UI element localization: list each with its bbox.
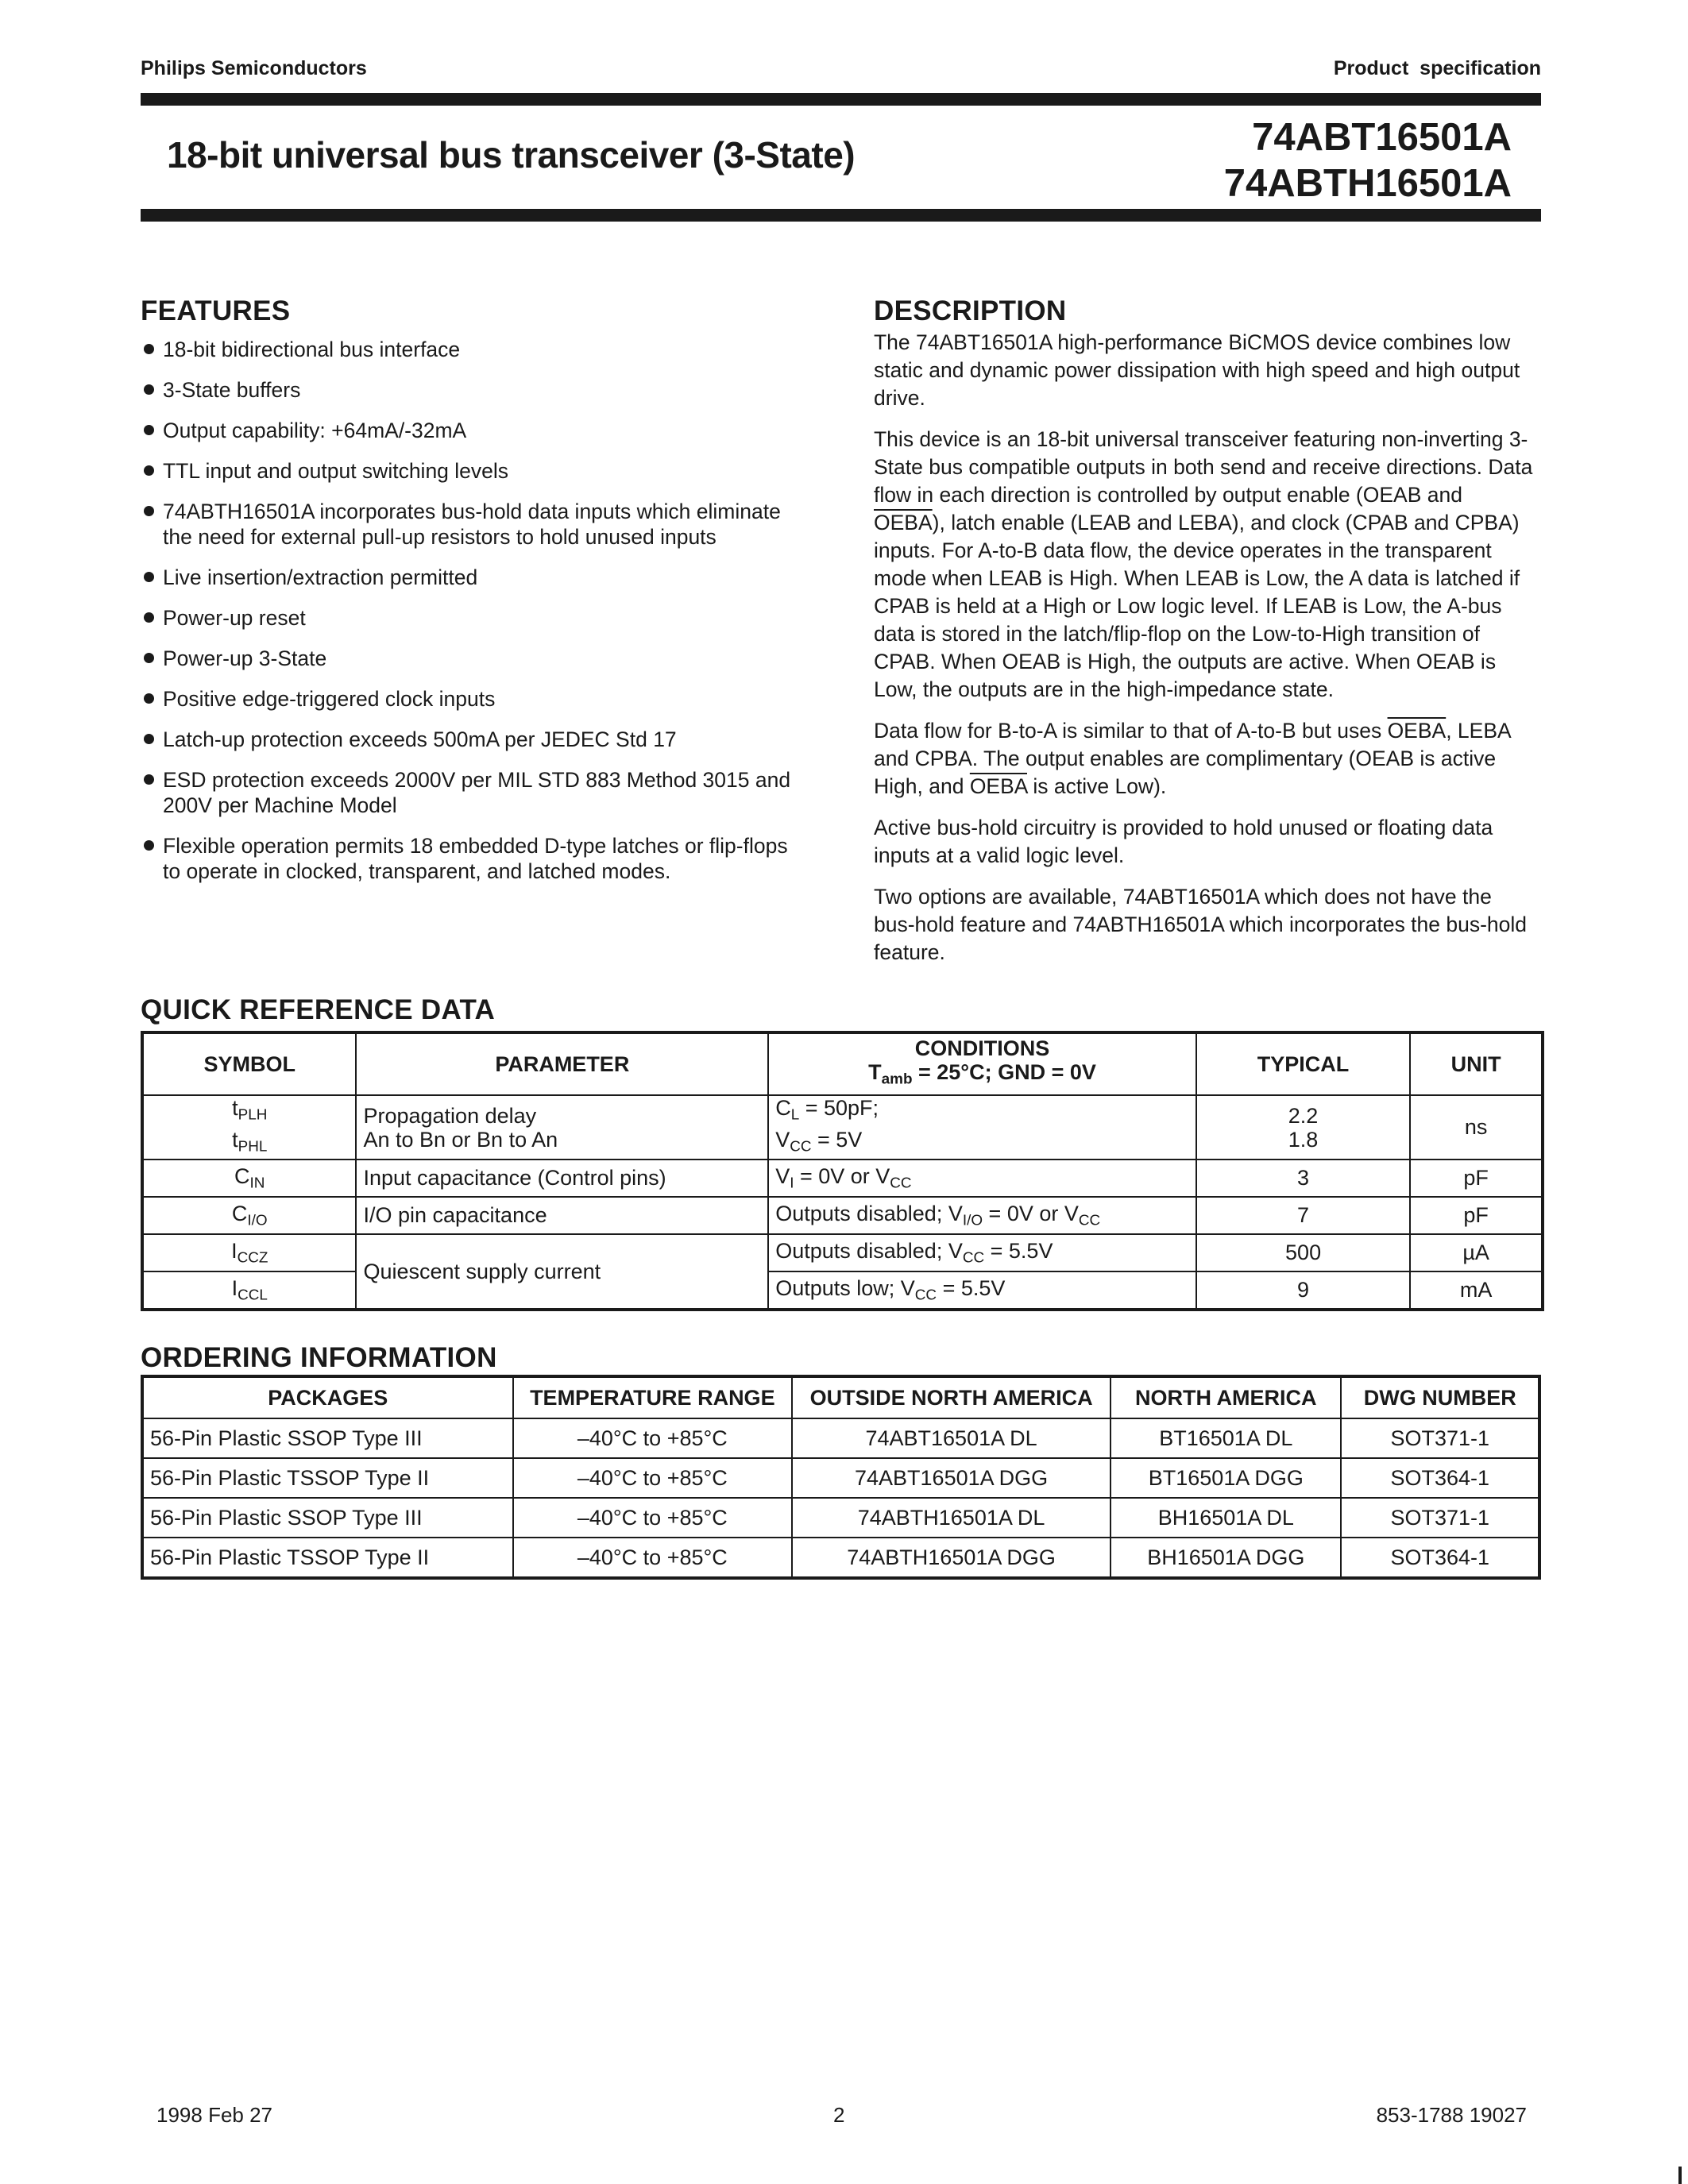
column-header: NORTH AMERICA (1111, 1376, 1341, 1418)
part-numbers (1224, 114, 1512, 206)
description-paragraph: Data flow for B-to-A is similar to that of A-to-B but uses OEBA, LEBA and CPBA. The output enables are complimentary (OEAB is active High, and OEBA is active Low). (874, 719, 1511, 798)
symbol-cell: $C_{I/O}$ (142, 1197, 356, 1234)
column-header: OUTSIDE NORTH AMERICA (792, 1376, 1111, 1418)
symbol-cell: $C_{IN}$ (142, 1160, 356, 1197)
column-header: TYPICAL (1196, 1032, 1410, 1095)
dwg-number-cell: SOT371-1 (1341, 1498, 1539, 1538)
list-item: Output capability: +64mA/-32mA (141, 418, 808, 443)
list-item: TTL input and output switching levels (141, 458, 808, 484)
typical-cell: 2.2 1.8 (1196, 1095, 1410, 1160)
temperature-cell: –40°C to +85°C (513, 1498, 792, 1538)
conditions-cell: Outputs disabled; $V_{CC} = 5.5V$ (768, 1234, 1196, 1271)
table-row (142, 1498, 1539, 1538)
typical-cell: 9 (1196, 1271, 1410, 1310)
unit-cell: µA (1410, 1234, 1543, 1271)
table-row (142, 1234, 1543, 1271)
column-header: UNIT (1410, 1032, 1543, 1095)
dwg-number-cell: SOT371-1 (1341, 1418, 1539, 1458)
north-america-cell: BH16501A DGG (1111, 1538, 1341, 1578)
description-body (874, 329, 1533, 980)
description-paragraph: The 74ABT16501A high-performance BiCMOS device combines low static and dynamic power dissipation with high speed and high output drive. (874, 330, 1520, 410)
oeba-signal: OEBA (1387, 719, 1447, 743)
bottom-rule (141, 209, 1541, 222)
outside-na-cell: 74ABTH16501A DGG (792, 1538, 1111, 1578)
table-header-row (142, 1376, 1539, 1418)
north-america-cell: BH16501A DL (1111, 1498, 1341, 1538)
list-item: Flexible operation permits 18 embedded D-type latches or flip-flops to operate in clocked, transparent, and latched modes. (141, 833, 808, 884)
dwg-number-cell: SOT364-1 (1341, 1538, 1539, 1578)
table-row (142, 1160, 1543, 1197)
table-row (142, 1271, 1543, 1310)
conditions-cell: Outputs low; $V_{CC} = 5.5V$ (768, 1271, 1196, 1310)
crop-mark (1678, 2167, 1682, 2184)
outside-na-cell: 74ABTH16501A DL (792, 1498, 1111, 1538)
table-row (142, 1538, 1539, 1578)
package-cell: 56-Pin Plastic SSOP Type III (142, 1498, 513, 1538)
description-paragraph: Two options are available, 74ABT16501A which does not have the bus-hold feature and 74ABTH16501A which incorporates the bus-hold feature. (874, 885, 1528, 964)
company-name: Philips Semiconductors (141, 57, 367, 79)
quick-reference-heading: QUICK REFERENCE DATA (141, 994, 496, 1025)
package-cell: 56-Pin Plastic TSSOP Type II (142, 1458, 513, 1498)
north-america-cell: BT16501A DGG (1111, 1458, 1341, 1498)
package-cell: 56-Pin Plastic SSOP Type III (142, 1418, 513, 1458)
symbol-cell: $I_{CCZ}$ (142, 1234, 356, 1271)
table-row (142, 1197, 1543, 1234)
oeba-signal: OEBA (874, 511, 933, 534)
column-header: PACKAGES (142, 1376, 513, 1418)
part-number-1: 74ABT16501A (1252, 116, 1512, 159)
table-header-row (142, 1032, 1543, 1095)
footer-date: 1998 Feb 27 (156, 2103, 273, 2127)
parameter-cell: Propagation delay An to Bn or Bn to An (356, 1095, 768, 1160)
table-row (142, 1095, 1543, 1160)
features-heading: FEATURES (141, 295, 291, 326)
doc-type: Product specification (1333, 57, 1541, 79)
list-item: Live insertion/extraction permitted (141, 565, 808, 590)
list-item: 18-bit bidirectional bus interface (141, 337, 808, 362)
features-list (141, 337, 808, 899)
column-header: SYMBOL (142, 1032, 356, 1095)
page-number: 2 (833, 2103, 845, 2127)
table-row (142, 1458, 1539, 1498)
temperature-cell: –40°C to +85°C (513, 1418, 792, 1458)
symbol-cell: $I_{CCL}$ (142, 1271, 356, 1310)
column-header: PARAMETER (356, 1032, 768, 1095)
symbol-cell: $t_{PLH}$ $t_{PHL}$ (142, 1095, 356, 1160)
temperature-cell: –40°C to +85°C (513, 1538, 792, 1578)
description-heading: DESCRIPTION (874, 295, 1067, 326)
list-item: Power-up reset (141, 605, 808, 631)
page-title: 18-bit universal bus transceiver (3-State) (167, 134, 856, 176)
list-item: Power-up 3-State (141, 646, 808, 671)
conditions-cell: Outputs disabled; $V_{I/O} = 0V$ or $V_{CC}$ (768, 1197, 1196, 1234)
unit-cell: pF (1410, 1160, 1543, 1197)
table-row (142, 1418, 1539, 1458)
list-item: Latch-up protection exceeds 500mA per JEDEC Std 17 (141, 727, 808, 752)
list-item: 74ABTH16501A incorporates bus-hold data inputs which eliminate the need for external pull-up resistors to hold unused inputs (141, 499, 808, 550)
dwg-number-cell: SOT364-1 (1341, 1458, 1539, 1498)
footer-code: 853-1788 19027 (1376, 2103, 1527, 2127)
outside-na-cell: 74ABT16501A DL (792, 1418, 1111, 1458)
part-number-2: 74ABTH16501A (1223, 162, 1512, 205)
parameter-cell: I/O pin capacitance (356, 1197, 768, 1234)
temperature-cell: –40°C to +85°C (513, 1458, 792, 1498)
unit-cell: pF (1410, 1197, 1543, 1234)
column-header: TEMPERATURE RANGE (513, 1376, 792, 1418)
unit-cell: ns (1410, 1095, 1543, 1160)
outside-na-cell: 74ABT16501A DGG (792, 1458, 1111, 1498)
typical-cell: 500 (1196, 1234, 1410, 1271)
description-paragraph: This device is an 18-bit universal transceiver featuring non-inverting 3-State bus compatible outputs in both send and receive directions. Data flow in each direction is controlled by output enable (OEAB and OEBA), latch enable (LEAB and LEBA), and clock (CPAB and CPBA) inputs. For A-to-B data flow, the device operates in the transparent mode when LEAB is High. When LEAB is Low, the A data is latched if CPAB is held at a High or Low logic level. If LEAB is Low, the A-bus data is stored in the latch/flip-flop on the Low-to-High transition of CPAB. When OEAB is High, the outputs are active. When OEAB is Low, the outputs are in the high-impedance state. (874, 427, 1533, 701)
quick-reference-table (141, 1031, 1544, 1311)
oeba-signal: OEBA (969, 774, 1027, 798)
conditions-cell: $C_L = 50pF$; $V_{CC} = 5V$ (768, 1095, 1196, 1160)
parameter-cell: Quiescent supply current (356, 1234, 768, 1310)
typical-cell: 7 (1196, 1197, 1410, 1234)
conditions-cell: $V_I = 0V$ or $V_{CC}$ (768, 1160, 1196, 1197)
typical-cell: 3 (1196, 1160, 1410, 1197)
unit-cell: mA (1410, 1271, 1543, 1310)
list-item: ESD protection exceeds 2000V per MIL STD 883 Method 3015 and 200V per Machine Model (141, 767, 808, 818)
column-header: DWG NUMBER (1341, 1376, 1539, 1418)
list-item: Positive edge-triggered clock inputs (141, 686, 808, 712)
north-america-cell: BT16501A DL (1111, 1418, 1341, 1458)
ordering-heading: ORDERING INFORMATION (141, 1342, 497, 1373)
parameter-cell: Input capacitance (Control pins) (356, 1160, 768, 1197)
description-paragraph: Active bus-hold circuitry is provided to hold unused or floating data inputs at a valid logic level. (874, 816, 1493, 867)
ordering-table (141, 1375, 1541, 1580)
top-rule (141, 93, 1541, 106)
column-header: CONDITIONS $T_{amb} = 25^\circ C$; GND = 0V (768, 1032, 1196, 1095)
list-item: 3-State buffers (141, 377, 808, 403)
package-cell: 56-Pin Plastic TSSOP Type II (142, 1538, 513, 1578)
